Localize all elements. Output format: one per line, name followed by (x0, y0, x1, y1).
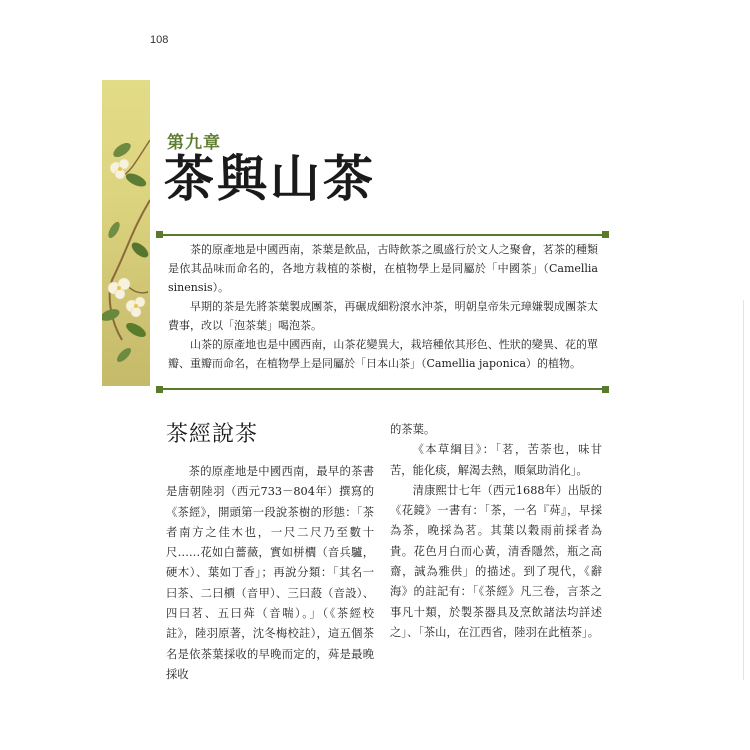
page-number: 108 (150, 34, 169, 46)
camellia-painting-icon (102, 80, 150, 386)
body-text-left (166, 462, 374, 685)
left-column (166, 420, 374, 685)
chapter-label: 第九章 (167, 133, 221, 153)
frame-corner (602, 386, 609, 393)
right-column (390, 420, 602, 643)
body-paragraph: 《本草綱目》：「茗，苦荼也，味甘苦，能化痰，解渴去熱，順氣助消化」。 (390, 443, 602, 477)
frame-corner (602, 231, 609, 238)
page-edge (743, 300, 750, 680)
intro-paragraph: 茶的原產地是中國西南，茶葉是飲品，古時飲茶之風盛行於文人之聚會，茗茶的種類是依其品味而命名的，各地方栽植的茶樹，在植物學上是同屬於「中國茶」（Camellia sinensis）。 (168, 243, 598, 294)
chapter-intro (168, 240, 598, 373)
body-paragraph-continuation: 的茶葉。 (390, 423, 436, 436)
intro-paragraph: 山茶的原產地也是中國西南，山茶花變異大，栽培種依其形色、性狀的變異、花的單瓣、重瓣而命名，在植物學上是同屬於「日本山茶」（Camellia japonica）的植物。 (168, 338, 598, 370)
body-paragraph: 清康熙廿七年（西元1688年）出版的《花鏡》一書有：「茶，一名『荈』，早採為茶，晚採為茗。其葉以穀雨前採者為貴。花色月白而心黃，清香隱然，瓶之高齋，誠為雅供」的描述。到了現代，《辭海》的註記有：「《茶經》凡三卷，言茶之事凡十類，於製茶器具及烹飲諸法均詳述之」、「茶山，在江西省，陸羽在此植茶」。 (390, 483, 602, 639)
chapter-title: 茶與山茶 (164, 149, 376, 208)
intro-paragraph: 早期的茶是先將茶葉製成團茶，再碾成細粉滾水沖茶，明朝皇帝朱元璋嫌製成團茶太費事，改以「泡茶葉」喝泡茶。 (168, 300, 598, 332)
section-title: 茶經說茶 (166, 422, 259, 447)
frame-corner (156, 386, 163, 393)
body-text-right (390, 420, 602, 643)
body-paragraph: 茶的原產地是中國西南，最早的茶書是唐朝陸羽（西元733－804年）撰寫的《茶經》，開頭第一段說茶樹的形態：「茶者南方之佳木也，一尺二尺乃至數十尺……花如白薔薇，實如栟櫚（音兵驢，硬木）、葉如丁香」；再說分類：「其名一曰茶、二曰檟（音甲）、三曰蔎（音設）、四曰茗、五曰荈（音喘）。」（《茶經校註》，陸羽原著，沈冬梅校註），這五個茶名是依茶葉採收的早晚而定的，荈是最晚採收 (166, 465, 374, 681)
camellia-illustration (102, 80, 150, 386)
frame-corner (156, 231, 163, 238)
